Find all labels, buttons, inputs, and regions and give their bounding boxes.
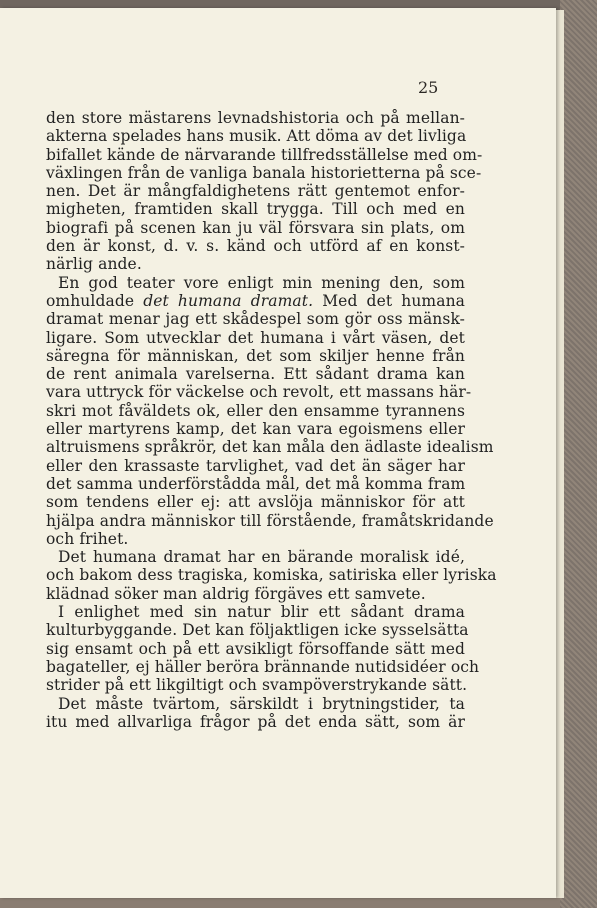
text-line: växlingen från de vanliga banala historietterna på sce-: [46, 163, 482, 182]
body-text: [46, 109, 497, 731]
paragraph-start-line: Det måste tvärtom, särskildt i brytningstider, ta: [58, 694, 465, 713]
text-line: altruismens språkrör, det kan måla den ädlaste idealism: [46, 438, 494, 457]
text-line: skri mot fåväldets ok, eller den ensamme tyrannens: [46, 401, 465, 420]
text-line: akterna spelades hans musik. Att döma av det livliga: [46, 127, 467, 146]
text-segment: Med det humana: [313, 291, 465, 310]
text-line: migheten, framtiden skall trygga. Till och med en: [46, 200, 465, 219]
text-line: och bakom dess tragiska, komiska, satiriska eller lyriska: [46, 566, 497, 585]
text-line: hjälpa andra människor till förstående, framåtskridande: [46, 511, 494, 530]
text-line: biografi på scenen kan ju väl försvara sin plats, om: [46, 218, 465, 237]
text-line: strider på ett likgiltigt och svampöverstrykande sätt.: [46, 676, 468, 695]
text-line: det samma underförstådda mål, det må komma fram: [46, 474, 466, 493]
text-line: klädnad söker man aldrig förgäves ett samvete.: [46, 584, 426, 603]
text-line: den är konst, d. v. s. känd och utförd af en konst-: [46, 237, 465, 256]
text-line: vara uttryck för väckelse och revolt, ett massans här-: [46, 383, 472, 402]
paragraph-start-line: I enlighet med sin natur blir ett sådant drama: [58, 603, 465, 622]
emphasized-phrase: det humana dramat.: [143, 291, 314, 310]
text-line: eller den krassaste tarvlighet, vad det än säger har: [46, 456, 465, 475]
text-line: och frihet.: [46, 529, 129, 548]
text-line: dramat menar jag ett skådespel som gör oss mänsk-: [46, 310, 465, 329]
text-line: de rent animala varelserna. Ett sådant drama kan: [46, 365, 465, 384]
paragraph-start-line: En god teater vore enligt min mening den, som: [58, 273, 465, 292]
text-line: eller martyrens kamp, det kan vara egoismens eller: [46, 420, 465, 439]
text-line: nen. Det är mångfaldighetens rätt gentemot enfor-: [46, 182, 465, 201]
text-line-with-emphasis: [46, 292, 465, 310]
text-segment: omhuldade: [46, 291, 144, 310]
text-line: sig ensamt och på ett avsikligt försoffande sätt med: [46, 639, 465, 658]
text-line: som tendens eller ej: att avslöja människor för att: [46, 493, 465, 512]
scan-background-right: [560, 0, 597, 908]
page-number: 25: [418, 78, 439, 97]
text-line: den store mästarens levnadshistoria och på mellan-: [46, 109, 465, 127]
text-line: bifallet kände de närvarande tillfredsställelse med om-: [46, 145, 483, 164]
text-line: säregna för människan, det som skiljer henne från: [46, 346, 465, 365]
text-line: itu med allvarliga frågor på det enda sätt, som är: [46, 712, 465, 731]
paragraph-start-line: Det humana dramat har en bärande moralisk idé,: [58, 548, 465, 567]
text-line: ligare. Som utvecklar det humana i vårt väsen, det: [46, 328, 465, 347]
text-line: närlig ande.: [46, 255, 142, 274]
text-line: kulturbyggande. Det kan följaktligen icke sysselsätta: [46, 621, 469, 640]
text-line: bagateller, ej häller beröra brännande nutidsidéer och: [46, 657, 480, 676]
